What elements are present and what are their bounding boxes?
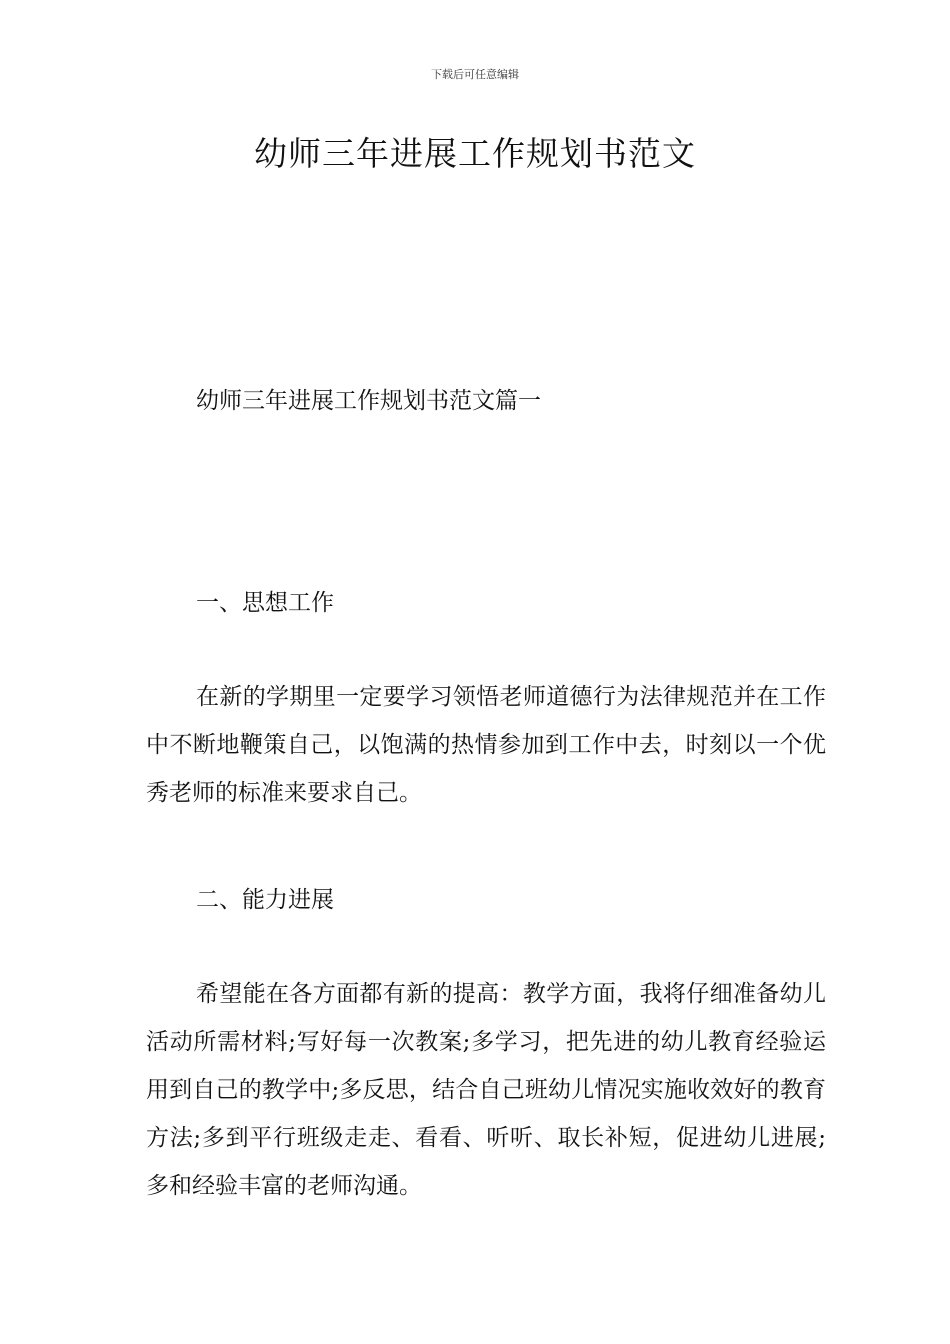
- document-title: 幼师三年进展工作规划书范文: [254, 134, 696, 173]
- section-paragraph-thought: 在新的学期里一定要学习领悟老师道德行为法律规范并在工作中不断地鞭策自己，以饱满的热情参加到工作中去，时刻以一个优秀老师的标准来要求自己。: [146, 684, 826, 806]
- subtitle: 幼师三年进展工作规划书范文篇一: [196, 388, 541, 414]
- section-heading-thought: 一、思想工作: [196, 590, 334, 616]
- section-heading-ability: 二、能力进展: [196, 887, 334, 913]
- section-paragraph-ability: 希望能在各方面都有新的提高：教学方面，我将仔细准备幼儿活动所需材料;写好每一次教案;多学习，把先进的幼儿教育经验运用到自己的教学中;多反思，结合自己班幼儿情况实施收效好的教育方法;多到平行班级走走、看看、听听、取长补短，促进幼儿进展;多和经验丰富的老师沟通。: [146, 981, 826, 1199]
- header-note: 下载后可任意编辑: [431, 68, 519, 81]
